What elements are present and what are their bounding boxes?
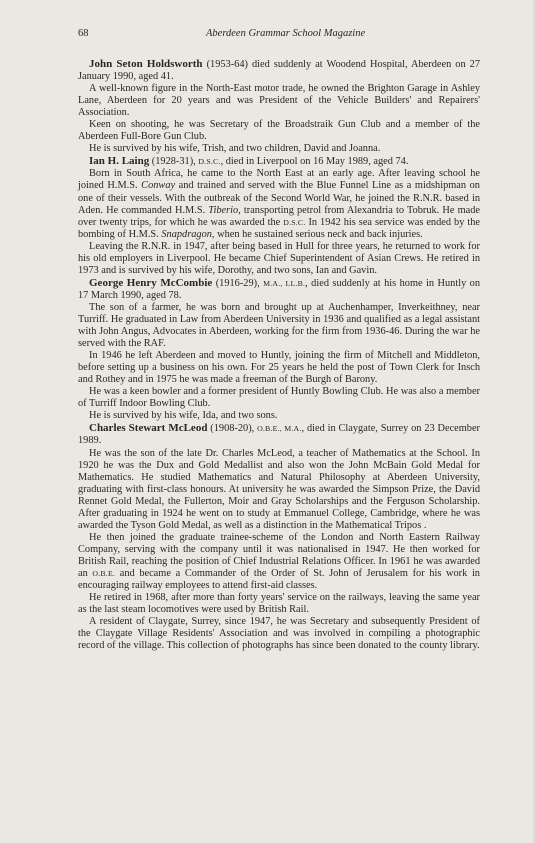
- obituary-paragraph: He was the son of the late Dr. Charles McLeod, a teacher of Mathematics at the School. In 1920 he was the Dux and Gold Medallist and also won the John McBain Gold Medal for Mathematics. He studied Mathematics and Natural Philosophy at Aberdeen University, graduating with first-class honours. At university he was awarded the Simpson Prize, the David Rennet Gold Medal, the Fullerton, Moir and Gray Scholarships and the Ferguson Scholarship. After graduating in 1924 he went on to study at Emmanuel College, Cambridge, where he was awarded the Tyson Gold Medal, as well as a distinction in the Mathematical Tripos .: [78, 447, 480, 531]
- award-abbrev: O.B.E.: [92, 568, 116, 578]
- obituary-paragraph: Leaving the R.N.R. in 1947, after being based in Hull for three years, he returned to work for his old employers in Liverpool. He became Chief Superintendent of Asian Crews. He retired in 1973 and is survived by his wife, Dorothy, and two sons, Ian and Gavin.: [78, 240, 480, 276]
- degree-abbrev: O.B.E., M.A.: [257, 424, 302, 434]
- running-title: Aberdeen Grammar School Magazine: [206, 28, 366, 39]
- text-run: , when he sustained serious neck and back injuries.: [211, 228, 423, 240]
- obituaries-text: [78, 58, 480, 652]
- obituary-paragraph: He is survived by his wife, Ida, and two sons.: [89, 410, 278, 422]
- ship-name: Tiberio: [208, 204, 239, 216]
- obituary-mcleod-intro: [78, 422, 480, 447]
- text-run: Born in South Africa, he came to the North East at an early age. After leaving school he joined H.M.S.: [78, 168, 480, 192]
- obituary-paragraph: He is survived by his wife, Trish, and two children, David and Joanna.: [89, 143, 381, 155]
- obituary-name: Ian H. Laing: [89, 155, 150, 168]
- obituary-paragraph: The son of a farmer, he was born and brought up at Auchenhamper, Inverkeithney, near Turriff. He graduated in Law from Aberdeen University in 1936 and qualified as a legal assistant with John Angus, Advocates in Aberdeen, working for the firm from 1936-46. During the war he served with the RAF.: [78, 301, 480, 350]
- obituary-intro-text: (1953-64) died suddenly at Woodend Hospital, Aberdeen on 27 January 1990, aged 41.: [78, 59, 481, 83]
- obituary-intro-text: , died suddenly at his home in Huntly on 17 March 1990, aged 78.: [78, 277, 481, 301]
- page-number: 68: [78, 28, 89, 39]
- ship-name: Conway: [141, 180, 176, 192]
- obituary-laing-intro: [78, 155, 480, 168]
- obituary-name: Charles Stewart McLeod: [89, 422, 208, 435]
- obituary-intro-text: (1928-31),: [149, 156, 199, 168]
- obituary-intro-text: (1908-20),: [207, 423, 258, 435]
- degree-abbrev: D.S.C.: [198, 157, 221, 167]
- obituary-name: John Seton Holdsworth: [89, 58, 203, 70]
- obituary-paragraph: A well-known figure in the North-East motor trade, he owned the Brighton Garage in Ashley Lane, Aberdeen for 20 years and was President of the Vehicle Builders' and Repairers' Association.: [78, 83, 480, 119]
- award-abbrev: D.S.C.: [283, 217, 306, 227]
- obituary-intro-text: , died in Claygate, Surrey on 23 December 1989.: [78, 423, 481, 447]
- degree-abbrev: M.A., LL.B.: [263, 278, 306, 288]
- obituary-paragraph: Keen on shooting, he was Secretary of the Broadstraik Gun Club and a member of the Aberdeen Full-Bore Gun Club.: [78, 119, 480, 143]
- obituary-mccombie-intro: [78, 277, 480, 302]
- text-run: and became a Commander of the Order of St. John of Jerusalem for his work in encouraging railway employees to attend first-aid classes.: [78, 567, 480, 592]
- obituary-paragraph: [78, 532, 480, 592]
- text-run: In 1942 his sea service was ended by the bombing of H.M.S.: [78, 216, 480, 240]
- text-run: , transporting petrol from Alexandria to Tobruk. He made over twenty trips, for which he was awarded the: [78, 204, 480, 228]
- obituary-name: George Henry McCombie: [89, 276, 213, 289]
- page-header: [78, 28, 476, 42]
- obituary-intro-text: (1916-29),: [212, 277, 264, 289]
- obituary-intro-text: , died in Liverpool on 16 May 1989, aged 74.: [220, 156, 409, 168]
- obituary-holdsworth-intro: [78, 58, 480, 83]
- obituary-paragraph: In 1946 he left Aberdeen and moved to Huntly, joining the firm of Mitchell and Middleton, before setting up a business on his own. For 25 years he held the post of Town Clerk for Insch and Rothey and in 1975 he was made a freeman of the Burgh of Barony.: [78, 350, 480, 386]
- obituary-paragraph: A resident of Claygate, Surrey, since 1947, he was Secretary and subsequently President of the Claygate Village Residents' Association and was involved in compiling a photographic record of the village. This collection of photographs has since been donated to the county library.: [78, 616, 480, 652]
- text-run: and trained and served with the Blue Funnel Line as a midshipman on one of their vessels. With the outbreak of the Second World War, he joined the R.N.R. based in Aden. He commanded H.M.S.: [78, 180, 480, 216]
- text-run: He then joined the graduate trainee-scheme of the London and North Eastern Railway Company, serving with the company until it was nationalised in 1947. He then worked for British Rail, reaching the position of Chief Industrial Relations Officer. In 1961 he was awarded an: [78, 531, 480, 579]
- obituary-paragraph: [78, 168, 480, 240]
- obituary-paragraph: He was a keen bowler and a former president of Huntly Bowling Club. He was also a member of Turriff Indoor Bowling Club.: [78, 386, 480, 410]
- obituary-paragraph: He retired in 1968, after more than forty years' service on the railways, leaving the same year as the last steam locomotives were used by British Rail.: [78, 592, 480, 616]
- ship-name: Snapdragon: [161, 228, 212, 240]
- page-edge-shadow: [532, 0, 536, 843]
